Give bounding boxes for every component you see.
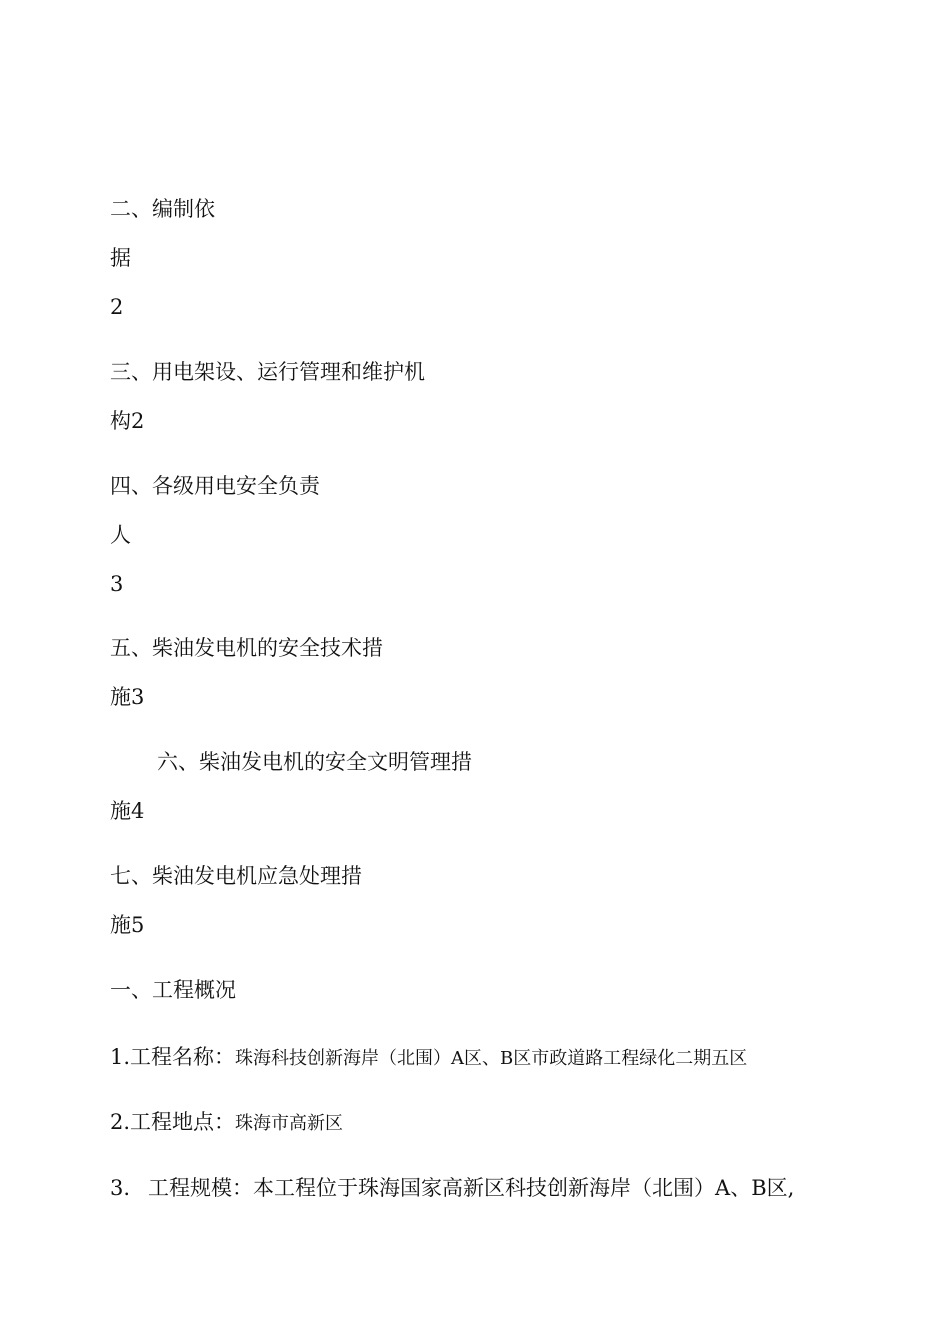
project-name-label: 1.工程名称：: [110, 1045, 236, 1069]
toc-line-7: 人: [110, 523, 131, 547]
project-location-label: 2.工程地点：: [110, 1110, 236, 1134]
project-location-line: [110, 1112, 343, 1133]
toc-line-12: 施4: [110, 799, 145, 823]
toc-line-9: 五、柴油发电机的安全技术措: [110, 636, 383, 660]
toc-line-5: 构2: [110, 409, 145, 433]
project-location-value: 珠海市高新区: [235, 1113, 344, 1134]
toc-line-11: 六、柴油发电机的安全文明管理措: [157, 750, 472, 774]
toc-line-4: 三、用电架设、运行管理和维护机: [110, 360, 425, 384]
toc-line-13: 七、柴油发电机应急处理措: [110, 864, 362, 888]
project-scale-number: 3.: [110, 1176, 131, 1200]
project-scale-line: [110, 1178, 794, 1199]
toc-line-3: 2: [110, 295, 124, 319]
toc-line-10: 施3: [110, 685, 145, 709]
project-name-line: [110, 1047, 747, 1068]
toc-line-8: 3: [110, 572, 124, 596]
toc-line-6: 四、各级用电安全负责: [110, 474, 320, 498]
toc-line-14: 施5: [110, 913, 145, 937]
project-name-value: 珠海科技创新海岸（北围）A区、B区市政道路工程绿化二期五区: [235, 1048, 748, 1069]
project-scale-text: 工程规模：本工程位于珠海国家高新区科技创新海岸（北围）A、B区,: [148, 1176, 795, 1200]
toc-line-2: 据: [110, 246, 131, 270]
section-heading: 一、工程概况: [110, 978, 236, 1002]
toc-line-1: 二、编制依: [110, 197, 215, 221]
